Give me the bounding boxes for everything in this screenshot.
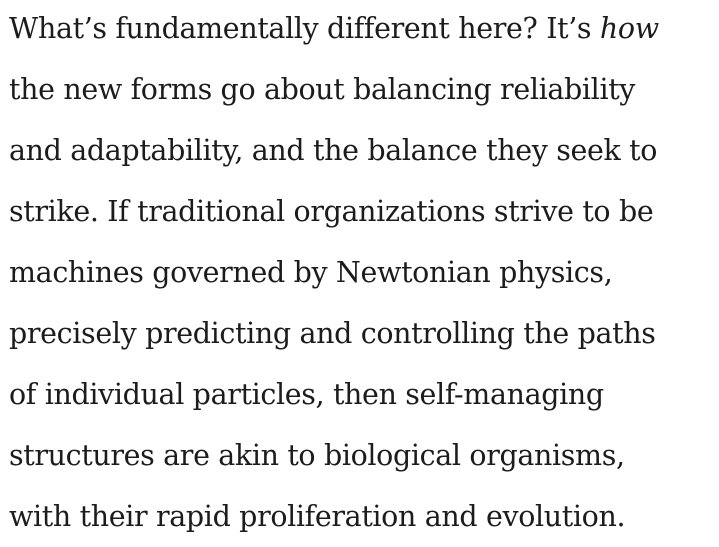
text-line-9: with their rapid proliferation and evolution. — [9, 500, 626, 533]
text-line-7: of individual particles, then self-managing — [9, 378, 604, 411]
text-line-4: strike. If traditional organizations strive to be — [9, 195, 654, 228]
text-line-5: machines governed by Newtonian physics, — [9, 256, 613, 289]
emphasis-how: how — [599, 12, 659, 45]
text-line-1-lead: What’s fundamentally different here? It’s — [9, 12, 600, 45]
text-line-8: structures are akin to biological organisms, — [9, 439, 625, 472]
text-line-1 — [9, 0, 714, 59]
text-line-2: the new forms go about balancing reliability — [9, 73, 636, 106]
body-paragraph — [9, 0, 714, 547]
text-line-3: and adaptability, and the balance they seek to — [9, 134, 658, 167]
text-line-6: precisely predicting and controlling the paths — [9, 317, 656, 350]
